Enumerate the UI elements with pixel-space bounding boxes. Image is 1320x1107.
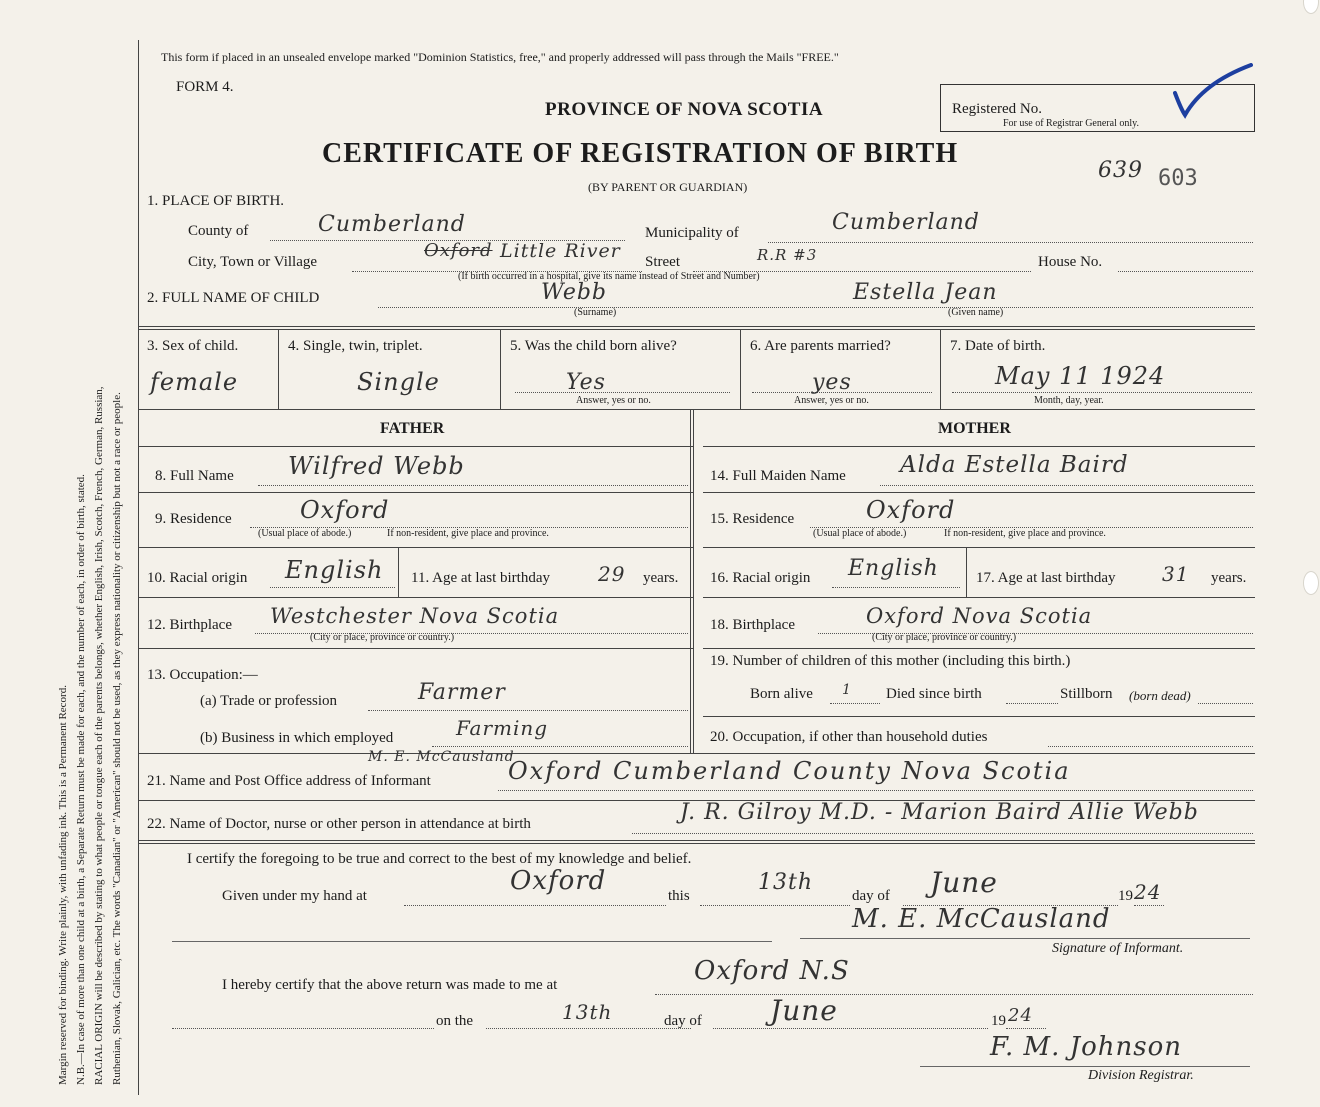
- date-of-birth-caption: Month, day, year.: [1034, 395, 1104, 406]
- form-border: [138, 40, 139, 1095]
- given-year-prefix: 19: [1118, 888, 1133, 904]
- date-of-birth-value: May 11 1924: [995, 362, 1166, 390]
- place-of-birth-heading: 1. PLACE OF BIRTH.: [147, 193, 285, 209]
- mail-notice: This form if placed in an unsealed envelope marked "Dominion Statistics, free," and properly addressed will pass through the Mails "FREE.": [161, 50, 839, 64]
- registrar-month-value: June: [770, 994, 838, 1027]
- municipality-label: Municipality of: [645, 225, 739, 241]
- certificate-title: CERTIFICATE OF REGISTRATION OF BIRTH: [322, 138, 959, 169]
- given-day-value: 13th: [758, 870, 814, 895]
- doctor-value: J. R. Gilroy M.D. - Marion Baird Allie Webb: [680, 800, 1199, 825]
- father-business-value: Farming: [456, 716, 549, 740]
- form-number: FORM 4.: [176, 79, 234, 95]
- margin-note-line: Ruthenian, Slovak, Galician, etc. The words "Canadian" or "American" should not be used, as they express nationality or citizenship but not a race or people.: [111, 392, 123, 1085]
- doctor-label: 22. Name of Doctor, nurse or other person in attendance at birth: [147, 816, 531, 832]
- child-given-name-value: Estella Jean: [853, 280, 998, 305]
- city-struck-value: Oxford: [424, 240, 493, 261]
- mother-residence-note: If non-resident, give place and province.: [944, 528, 1106, 539]
- father-age-value: 29: [598, 562, 626, 586]
- father-age-label: 11. Age at last birthday: [411, 570, 550, 586]
- registration-number-handwritten: 639: [1098, 158, 1143, 183]
- registered-number-box: [940, 84, 1255, 132]
- given-place-value: Oxford: [510, 866, 607, 896]
- father-birthplace-label: 12. Birthplace: [147, 617, 232, 633]
- province-title: PROVINCE OF NOVA SCOTIA: [545, 99, 824, 120]
- born-alive-count-value: 1: [842, 682, 852, 698]
- given-name-caption: (Given name): [948, 307, 1004, 318]
- registrar-statement: I hereby certify that the above return was made to me at: [222, 977, 558, 993]
- registrar-place-value: Oxford N.S: [694, 956, 850, 986]
- informant-signature: M. E. McCausland: [852, 904, 1111, 934]
- hospital-note: (If birth occurred in a hospital, give its name instead of Street and Number): [458, 271, 760, 282]
- registrar-day-of-label: day of: [664, 1013, 702, 1029]
- stillborn-note: (born dead): [1129, 688, 1191, 703]
- margin-note-line: RACIAL ORIGIN will be described by stating to what people or tongue each of the parents belongs, whether English, Irish, Scotch, French, German, Russian,: [93, 386, 105, 1085]
- father-birthplace-value: Westchester Nova Scotia: [270, 604, 560, 628]
- father-occupation-label: 13. Occupation:—: [147, 667, 258, 683]
- born-alive-answer: Yes: [566, 370, 606, 395]
- parents-married-answer: yes: [812, 370, 852, 395]
- informant-certification-statement: I certify the foregoing to be true and correct to the best of my knowledge and belief.: [187, 851, 692, 867]
- informant-name-value: M. E. McCausland: [368, 749, 515, 765]
- binding-hole: [1303, 571, 1319, 595]
- mother-birthplace-label: 18. Birthplace: [710, 617, 795, 633]
- father-business-label: (b) Business in which employed: [200, 730, 394, 746]
- child-name-label: 2. FULL NAME OF CHILD: [147, 290, 320, 306]
- given-under-hand-label: Given under my hand at: [222, 888, 367, 904]
- father-racial-origin-value: English: [285, 556, 384, 584]
- margin-note-line: N.B.—In case of more than one child at a birth, a Separate Return must be made for each, and the number of each, in order of birth, stated.: [75, 474, 87, 1085]
- registrar-day-value: 13th: [562, 1000, 613, 1024]
- mother-occupation-label: 20. Occupation, if other than household duties: [710, 729, 988, 745]
- mother-residence-value: Oxford: [866, 496, 956, 524]
- sex-value: female: [150, 368, 239, 396]
- mother-birthplace-note: (City or place, province or country.): [872, 632, 1017, 643]
- parents-married-caption: Answer, yes or no.: [794, 395, 869, 406]
- city-label: City, Town or Village: [188, 254, 318, 270]
- born-alive-question: 5. Was the child born alive?: [510, 338, 677, 354]
- father-age-unit: years.: [643, 570, 679, 586]
- stillborn-label: Stillborn: [1060, 686, 1113, 702]
- father-name-label: 8. Full Name: [155, 468, 234, 484]
- father-residence-label: 9. Residence: [155, 511, 232, 527]
- registrar-signature-caption: Division Registrar.: [1088, 1068, 1194, 1083]
- father-name-value: Wilfred Webb: [288, 452, 465, 480]
- mother-racial-origin-label: 16. Racial origin: [710, 570, 811, 586]
- mother-age-value: 31: [1162, 562, 1190, 586]
- house-number-label: House No.: [1038, 254, 1103, 270]
- born-alive-caption: Answer, yes or no.: [576, 395, 651, 406]
- county-label: County of: [188, 223, 249, 239]
- sex-label: 3. Sex of child.: [147, 338, 239, 354]
- checkmark-icon: [1173, 63, 1253, 123]
- mother-name-value: Alda Estella Baird: [900, 452, 1129, 478]
- mother-birthplace-value: Oxford Nova Scotia: [866, 604, 1093, 628]
- mother-residence-note-abode: (Usual place of abode.): [813, 528, 907, 539]
- mother-name-label: 14. Full Maiden Name: [710, 468, 846, 484]
- registered-note: For use of Registrar General only.: [1003, 118, 1139, 129]
- mother-racial-origin-value: English: [848, 556, 939, 581]
- city-value: Little River: [500, 240, 621, 262]
- father-residence-note-abode: (Usual place of abode.): [258, 528, 352, 539]
- informant-label: 21. Name and Post Office address of Informant: [147, 773, 431, 789]
- children-count-label: 19. Number of children of this mother (including this birth.): [710, 653, 1071, 669]
- father-birthplace-note: (City or place, province or country.): [310, 632, 455, 643]
- father-racial-origin-label: 10. Racial origin: [147, 570, 248, 586]
- surname-caption: (Surname): [574, 307, 617, 318]
- father-trade-value: Farmer: [418, 680, 506, 705]
- street-label: Street: [645, 254, 680, 270]
- mother-heading: MOTHER: [938, 420, 1011, 437]
- mother-age-label: 17. Age at last birthday: [976, 570, 1116, 586]
- mother-residence-label: 15. Residence: [710, 511, 795, 527]
- given-month-value: June: [930, 866, 998, 899]
- plurality-value: Single: [357, 368, 440, 396]
- given-day-of-label: day of: [852, 888, 890, 904]
- registrar-on-the-label: on the: [436, 1013, 474, 1029]
- street-value: R.R #3: [757, 246, 818, 264]
- binding-hole: [1303, 0, 1319, 14]
- mother-age-unit: years.: [1211, 570, 1247, 586]
- father-residence-note: If non-resident, give place and province.: [387, 528, 549, 539]
- registrar-signature: F. M. Johnson: [990, 1032, 1182, 1062]
- this-label: this: [668, 888, 690, 904]
- municipality-value: Cumberland: [832, 210, 980, 235]
- margin-note-line: Margin reserved for binding. Write plainly, with unfading ink. This is a Permanent Record.: [57, 685, 69, 1085]
- certificate-subtitle: (BY PARENT OR GUARDIAN): [588, 180, 748, 194]
- father-trade-label: (a) Trade or profession: [200, 693, 338, 709]
- father-heading: FATHER: [380, 420, 445, 437]
- child-surname-value: Webb: [541, 280, 608, 305]
- died-since-birth-label: Died since birth: [886, 686, 982, 702]
- plurality-label: 4. Single, twin, triplet.: [288, 338, 423, 354]
- county-value: Cumberland: [318, 212, 466, 237]
- born-alive-count-label: Born alive: [750, 686, 813, 702]
- informant-signature-caption: Signature of Informant.: [1052, 941, 1184, 956]
- parents-married-question: 6. Are parents married?: [750, 338, 891, 354]
- registrar-year-prefix: 19: [991, 1013, 1006, 1029]
- date-of-birth-label: 7. Date of birth.: [950, 338, 1046, 354]
- registered-label: Registered No.: [952, 101, 1042, 117]
- given-year-suffix: 24: [1134, 880, 1162, 904]
- informant-address-value: Oxford Cumberland County Nova Scotia: [508, 757, 1071, 785]
- registration-number-stamped: 603: [1158, 166, 1198, 191]
- father-residence-value: Oxford: [300, 496, 390, 524]
- registrar-year-suffix: 24: [1008, 1005, 1033, 1026]
